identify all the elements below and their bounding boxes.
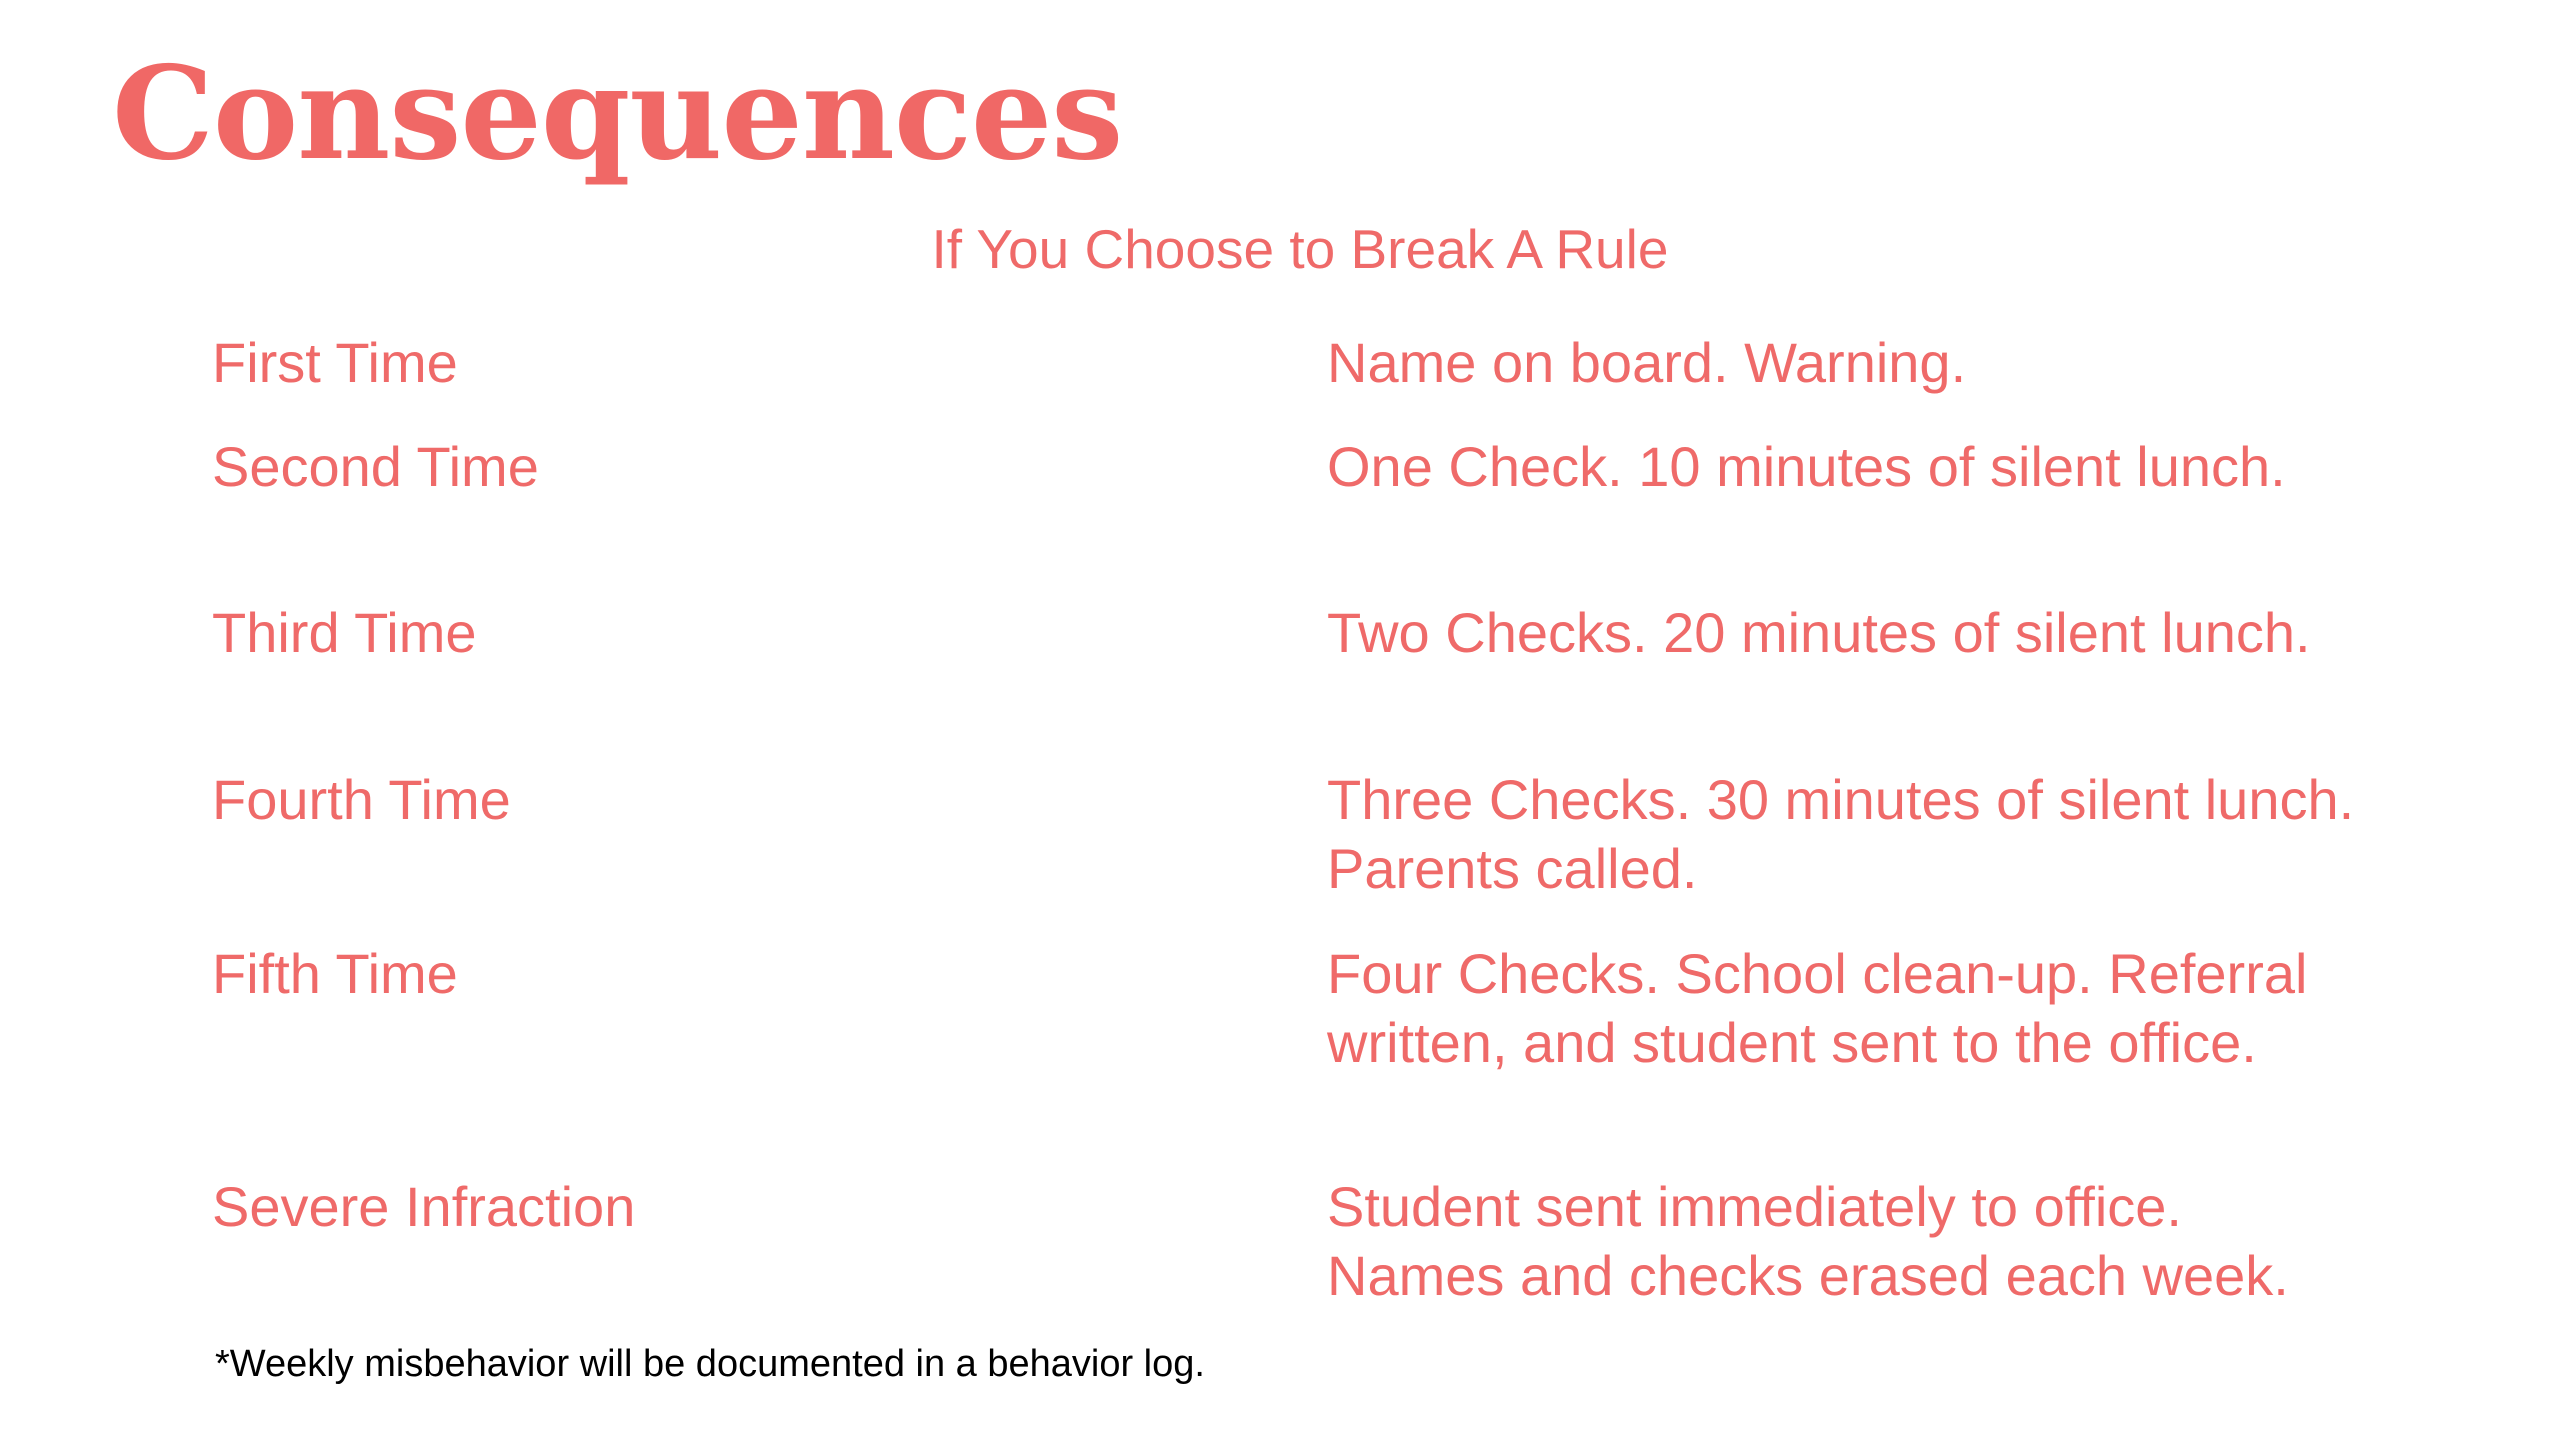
consequence-text <box>1327 1172 2477 1310</box>
consequence-text <box>1327 328 2477 397</box>
consequence-line: Student sent immediately to office. <box>1327 1175 2182 1238</box>
consequence-line: Four Checks. School clean-up. Referral <box>1327 942 2308 1005</box>
consequence-line: Two Checks. 20 minutes of silent lunch. <box>1327 601 2311 664</box>
page-title: Consequences <box>112 39 1123 189</box>
infraction-label: Fifth Time <box>212 942 458 1005</box>
page-subtitle: If You Choose to Break A Rule <box>931 218 1669 280</box>
consequence-line: Parents called. <box>1327 837 1698 900</box>
infraction-label: Third Time <box>212 601 477 664</box>
consequence-text <box>1327 598 2477 667</box>
consequence-text <box>1327 765 2477 903</box>
infraction-label: Severe Infraction <box>212 1175 636 1238</box>
consequence-line: Names and checks erased each week. <box>1327 1244 2289 1307</box>
consequence-line: Name on board. Warning. <box>1327 331 1967 394</box>
consequence-line: One Check. 10 minutes of silent lunch. <box>1327 435 2286 498</box>
infraction-label: Second Time <box>212 435 539 498</box>
consequence-text <box>1327 432 2477 501</box>
consequence-line: Three Checks. 30 minutes of silent lunch. <box>1327 768 2355 831</box>
infraction-label: First Time <box>212 331 458 394</box>
infraction-label: Fourth Time <box>212 768 511 831</box>
footnote: *Weekly misbehavior will be documented in a behavior log. <box>215 1343 1205 1385</box>
consequence-line: written, and student sent to the office. <box>1327 1011 2257 1074</box>
consequence-text <box>1327 939 2477 1077</box>
